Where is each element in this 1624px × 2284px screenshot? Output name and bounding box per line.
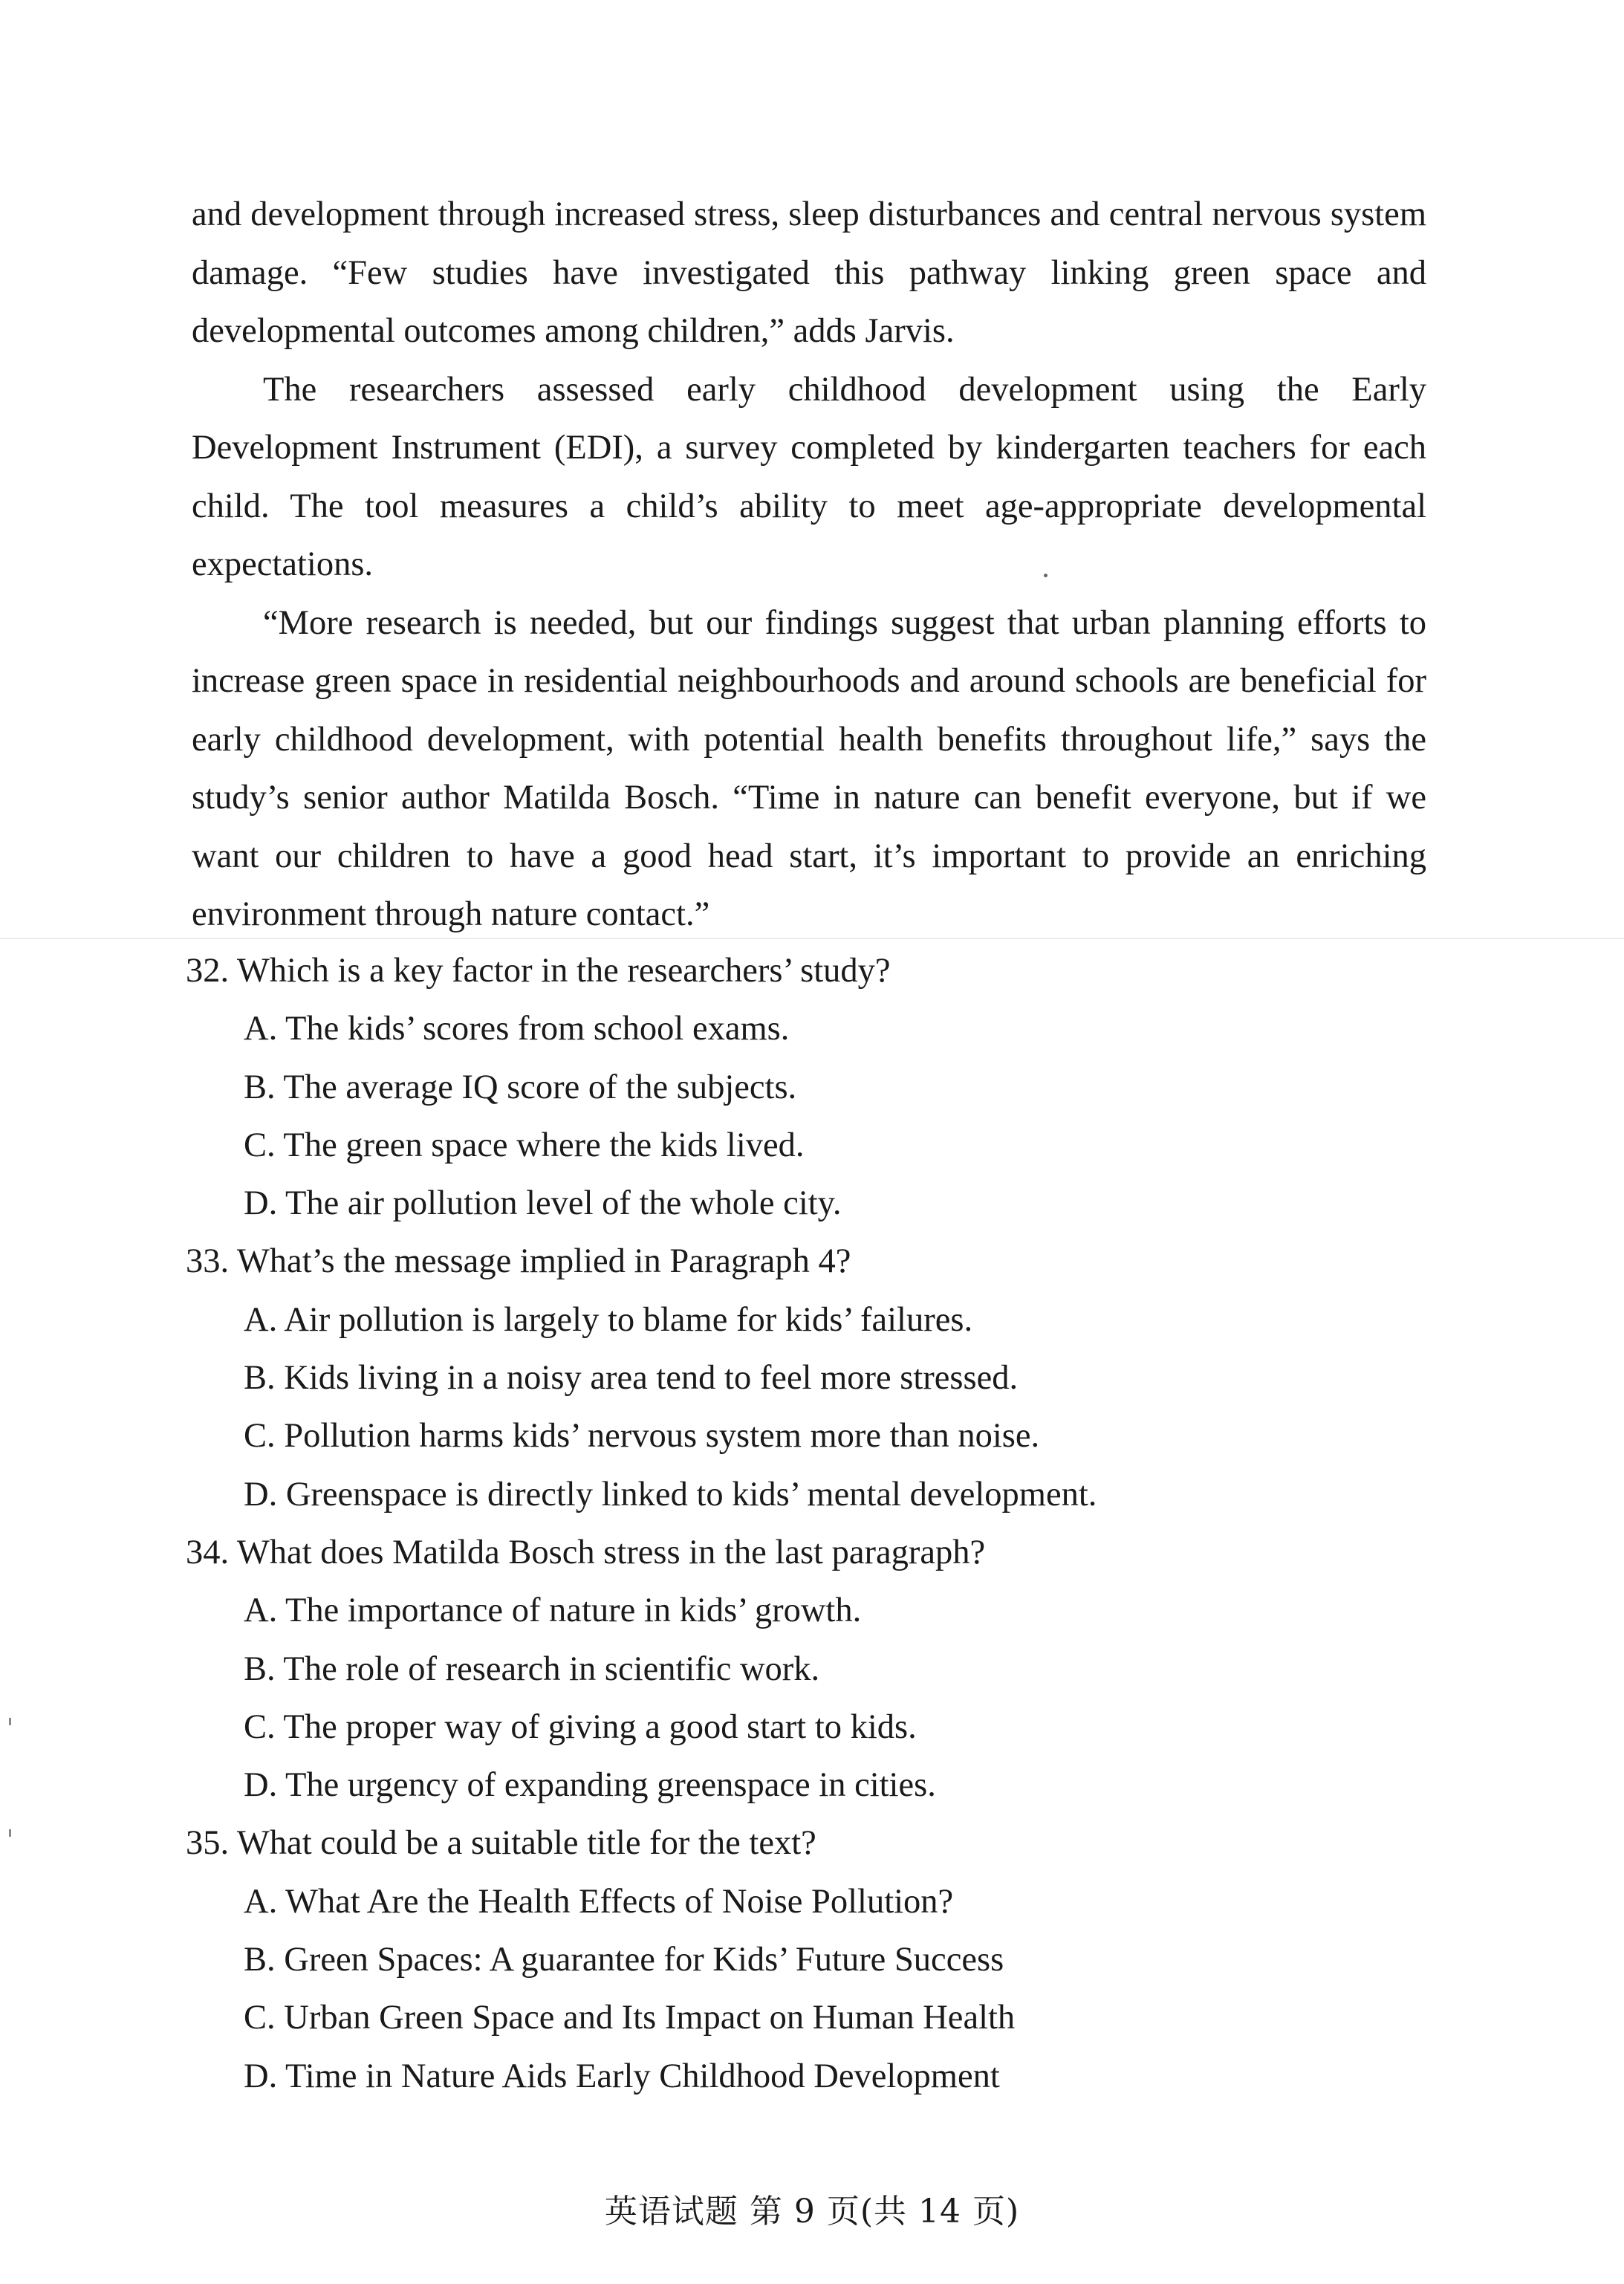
option-c: C. The proper way of giving a good start to kids.	[244, 1707, 917, 1746]
option-b: B. Kids living in a noisy area tend to feel more stressed.	[244, 1359, 1019, 1398]
option-b: B. The role of research in scientific work.	[244, 1649, 820, 1688]
question-35	[186, 1814, 1434, 2105]
option-a: A. Air pollution is largely to blame for kids’ failures.	[244, 1300, 973, 1339]
option-d: D. The urgency of expanding greenspace in cities.	[244, 1766, 936, 1805]
option-c: C. Urban Green Space and Its Impact on Human Health	[244, 1999, 1016, 2037]
question-33	[186, 1233, 1434, 1523]
option-a: A. The kids’ scores from school exams.	[244, 1010, 790, 1048]
option-c: C. Pollution harms kids’ nervous system more than noise.	[244, 1417, 1040, 1456]
passage-paragraph: and development through increased stress, sleep disturbances and central nervous system damage. “Few studies have investigated this pathway linking green space and developmental outcomes among children,” adds Jarvis.	[192, 195, 1426, 350]
option-a: A. The importance of nature in kids’ growth.	[244, 1592, 862, 1630]
option-c: C. The green space where the kids lived.	[244, 1126, 805, 1164]
option-a: A. What Are the Health Effects of Noise Pollution?	[244, 1882, 954, 1921]
reading-passage	[192, 186, 1426, 944]
scan-speck	[9, 1718, 11, 1725]
question-stem: 33. What’s the message implied in Paragraph 4?	[186, 1242, 851, 1281]
option-d: D. The air pollution level of the whole city.	[244, 1184, 842, 1223]
option-d: D. Time in Nature Aids Early Childhood Development	[244, 2057, 1000, 2095]
question-stem: 34. What does Matilda Bosch stress in the last paragraph?	[186, 1533, 986, 1571]
question-stem: 35. What could be a suitable title for the text?	[186, 1824, 816, 1863]
passage-paragraph: “More research is needed, but our findings suggest that urban planning efforts to increase green space in residential neighbourhoods and around schools are beneficial for early childhood development, with potential health benefits throughout life,” says the study’s senior author Matilda Bosch. “Time in nature can benefit everyone, but if we want our children to have a good head start, it’s important to provide an enriching environment through nature contact.”	[192, 603, 1426, 933]
question-32	[186, 942, 1434, 1233]
option-d: D. Greenspace is directly linked to kids’ mental development.	[244, 1475, 1097, 1514]
question-list	[186, 942, 1434, 2106]
scan-speck	[9, 1829, 11, 1837]
passage-paragraph: The researchers assessed early childhood development using the Early Development Instrument (EDI), a survey completed by kindergarten teachers for each child. The tool measures a child’s ability to meet age-appropriate developmental expectations.	[192, 370, 1426, 583]
page-footer: 英语试题 第 9 页(共 14 页)	[604, 2193, 1020, 2231]
question-stem: 32. Which is a key factor in the researchers’ study?	[186, 952, 891, 990]
option-b: B. Green Spaces: A guarantee for Kids’ Future Success	[244, 1941, 1004, 1979]
question-34	[186, 1524, 1434, 1814]
option-b: B. The average IQ score of the subjects.	[244, 1068, 797, 1106]
